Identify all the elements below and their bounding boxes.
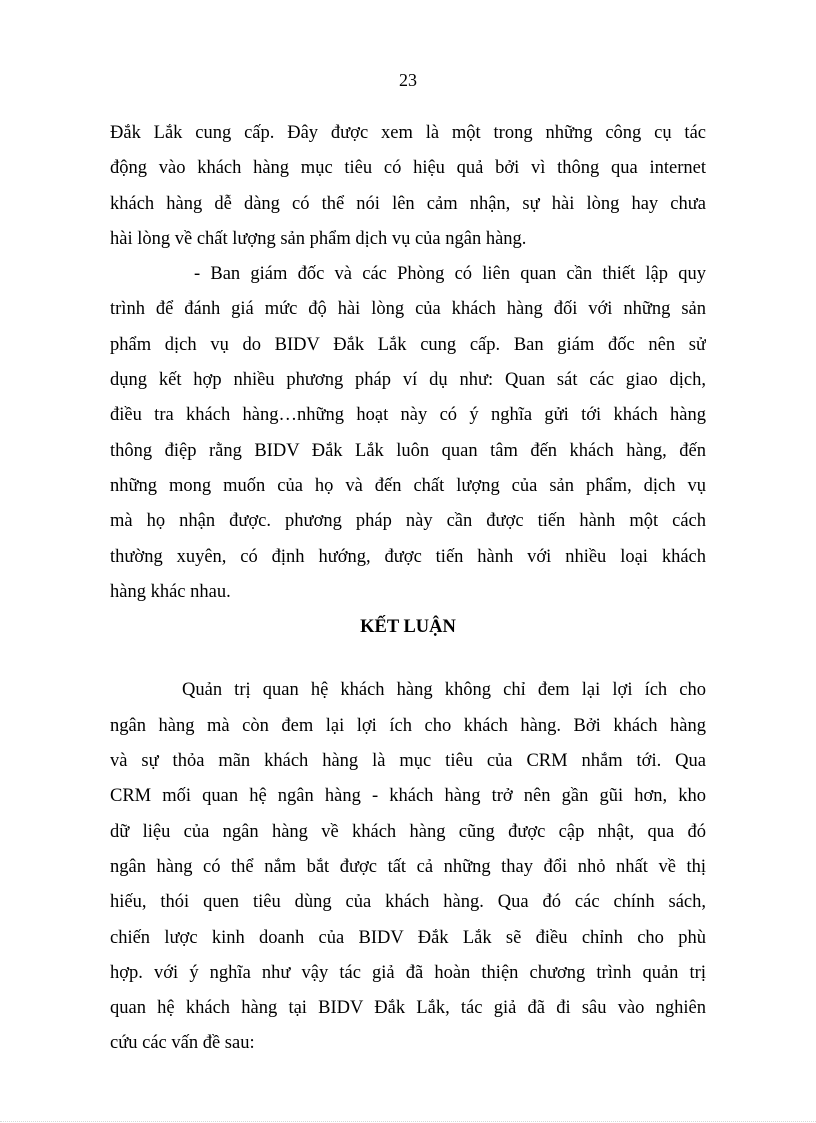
paragraph-line: hợp. với ý nghĩa như vậy tác giả đã hoàn thiện chương trình quản trị xyxy=(110,962,706,983)
paragraph-line: dụng kết hợp nhiều phương pháp ví dụ như: Quan sát các giao dịch, xyxy=(110,370,706,391)
paragraph-line: trình để đánh giá mức độ hài lòng của khách hàng đối với những sản xyxy=(110,299,706,320)
paragraph-line: chiến lược kinh doanh của BIDV Đắk Lắk sẽ điều chỉnh cho phù xyxy=(110,927,706,948)
paragraph-line: mà họ nhận được. phương pháp này cần được tiến hành một cách xyxy=(110,511,706,532)
bullet-paragraph-line: - Ban giám đốc và các Phòng có liên quan cần thiết lập quy xyxy=(194,264,706,285)
paragraph-line: ngân hàng có thể nắm bắt được tất cả những thay đổi nhỏ nhất về thị xyxy=(110,856,706,877)
paragraph-line: thông điệp rằng BIDV Đắk Lắk luôn quan tâm đến khách hàng, đến xyxy=(110,440,706,461)
paragraph-line: quan hệ khách hàng tại BIDV Đắk Lắk, tác giả đã đi sâu vào nghiên xyxy=(110,998,706,1019)
spacer xyxy=(110,645,706,673)
paragraph-line: dữ liệu của ngân hàng về khách hàng cũng được cập nhật, qua đó xyxy=(110,821,706,842)
paragraph-line: phẩm dịch vụ do BIDV Đắk Lắk cung cấp. Ban giám đốc nên sử xyxy=(110,334,706,355)
paragraph-line: những mong muốn của họ và đến chất lượng của sản phẩm, dịch vụ xyxy=(110,475,706,496)
paragraph-line: Đắk Lắk cung cấp. Đây được xem là một trong những công cụ tác xyxy=(110,123,706,143)
paragraph-line: điều tra khách hàng…những hoạt này có ý nghĩa gửi tới khách hàng xyxy=(110,405,706,426)
paragraph-line: hiếu, thói quen tiêu dùng của khách hàng. Qua đó các chính sách, xyxy=(110,892,706,913)
paragraph-line: và sự thỏa mãn khách hàng là mục tiêu của CRM nhắm tới. Qua xyxy=(110,751,706,772)
paragraph-line: hàng khác nhau. xyxy=(110,581,231,602)
page-number: 23 xyxy=(399,70,417,90)
paragraph-line: khách hàng dễ dàng có thể nói lên cảm nhận, sự hài lòng hay chưa xyxy=(110,193,706,214)
paragraph-line: Quản trị quan hệ khách hàng không chỉ đem lại lợi ích cho xyxy=(182,680,706,701)
paragraph-line: hài lòng về chất lượng sản phẩm dịch vụ của ngân hàng. xyxy=(110,228,527,249)
paragraph-line: ngân hàng mà còn đem lại lợi ích cho khách hàng. Bởi khách hàng xyxy=(110,715,706,736)
page-bottom-divider xyxy=(0,1121,816,1122)
document-body xyxy=(110,116,706,1062)
paragraph-line: thường xuyên, có định hướng, được tiến hành với nhiều loại khách xyxy=(110,546,706,567)
paragraph-line: động vào khách hàng mục tiêu có hiệu quả bởi vì thông qua internet xyxy=(110,158,706,179)
paragraph-line: cứu các vấn đề sau: xyxy=(110,1033,255,1054)
conclusion-heading: KẾT LUẬN xyxy=(360,617,456,638)
paragraph-line: CRM mối quan hệ ngân hàng - khách hàng trở nên gần gũi hơn, kho xyxy=(110,786,706,807)
